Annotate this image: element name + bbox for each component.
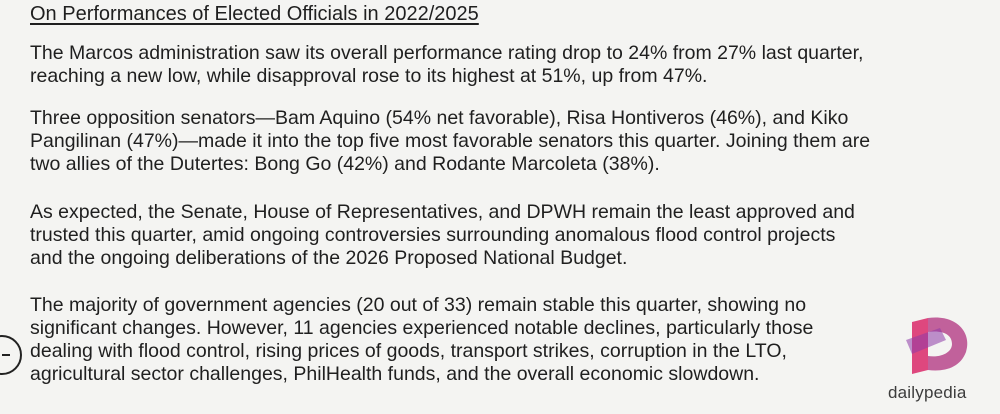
logo-wordmark: dailypedia: [888, 383, 967, 402]
paragraph-line: The Marcos administration saw its overall performance rating drop to 24% from 27% last quarter,: [30, 42, 864, 64]
paragraph-1: [30, 42, 863, 88]
paragraph-line: dealing with flood control, rising prices of goods, transport strikes, corruption in the LTO,: [30, 340, 787, 362]
paragraph-line: agricultural sector challenges, PhilHealth funds, and the overall economic slowdown.: [30, 363, 760, 385]
paragraph-4: [30, 294, 813, 386]
paragraph-3: [30, 201, 855, 270]
section-heading: On Performances of Elected Officials in 2022/2025: [30, 3, 479, 25]
paragraph-line: The majority of government agencies (20 out of 33) remain stable this quarter, showing no: [30, 294, 807, 316]
paragraph-line: Three opposition senators—Bam Aquino (54% net favorable), Risa Hontiveros (46%), and Kiko: [30, 107, 849, 129]
circle-minus-icon[interactable]: [0, 335, 22, 375]
paragraph-2: [30, 107, 870, 176]
document: [30, 0, 985, 385]
paragraph-line: Pangilinan (47%)—made it into the top five most favorable senators this quarter. Joining them are: [30, 130, 871, 152]
paragraph-line: and the ongoing deliberations of the 2026 Proposed National Budget.: [30, 247, 628, 269]
paragraph-line: trusted this quarter, amid ongoing controversies surrounding anomalous flood control projects: [30, 224, 836, 246]
paragraph-line: As expected, the Senate, House of Representatives, and DPWH remain the least approved and: [30, 201, 855, 223]
paragraph-line: significant changes. However, 11 agencies experienced notable declines, particularly those: [30, 317, 814, 339]
paragraph-line: reaching a new low, while disapproval rose to its highest at 51%, up from 47%.: [30, 65, 708, 87]
paragraph-line: two allies of the Dutertes: Bong Go (42%) and Rodante Marcoleta (38%).: [30, 153, 660, 175]
